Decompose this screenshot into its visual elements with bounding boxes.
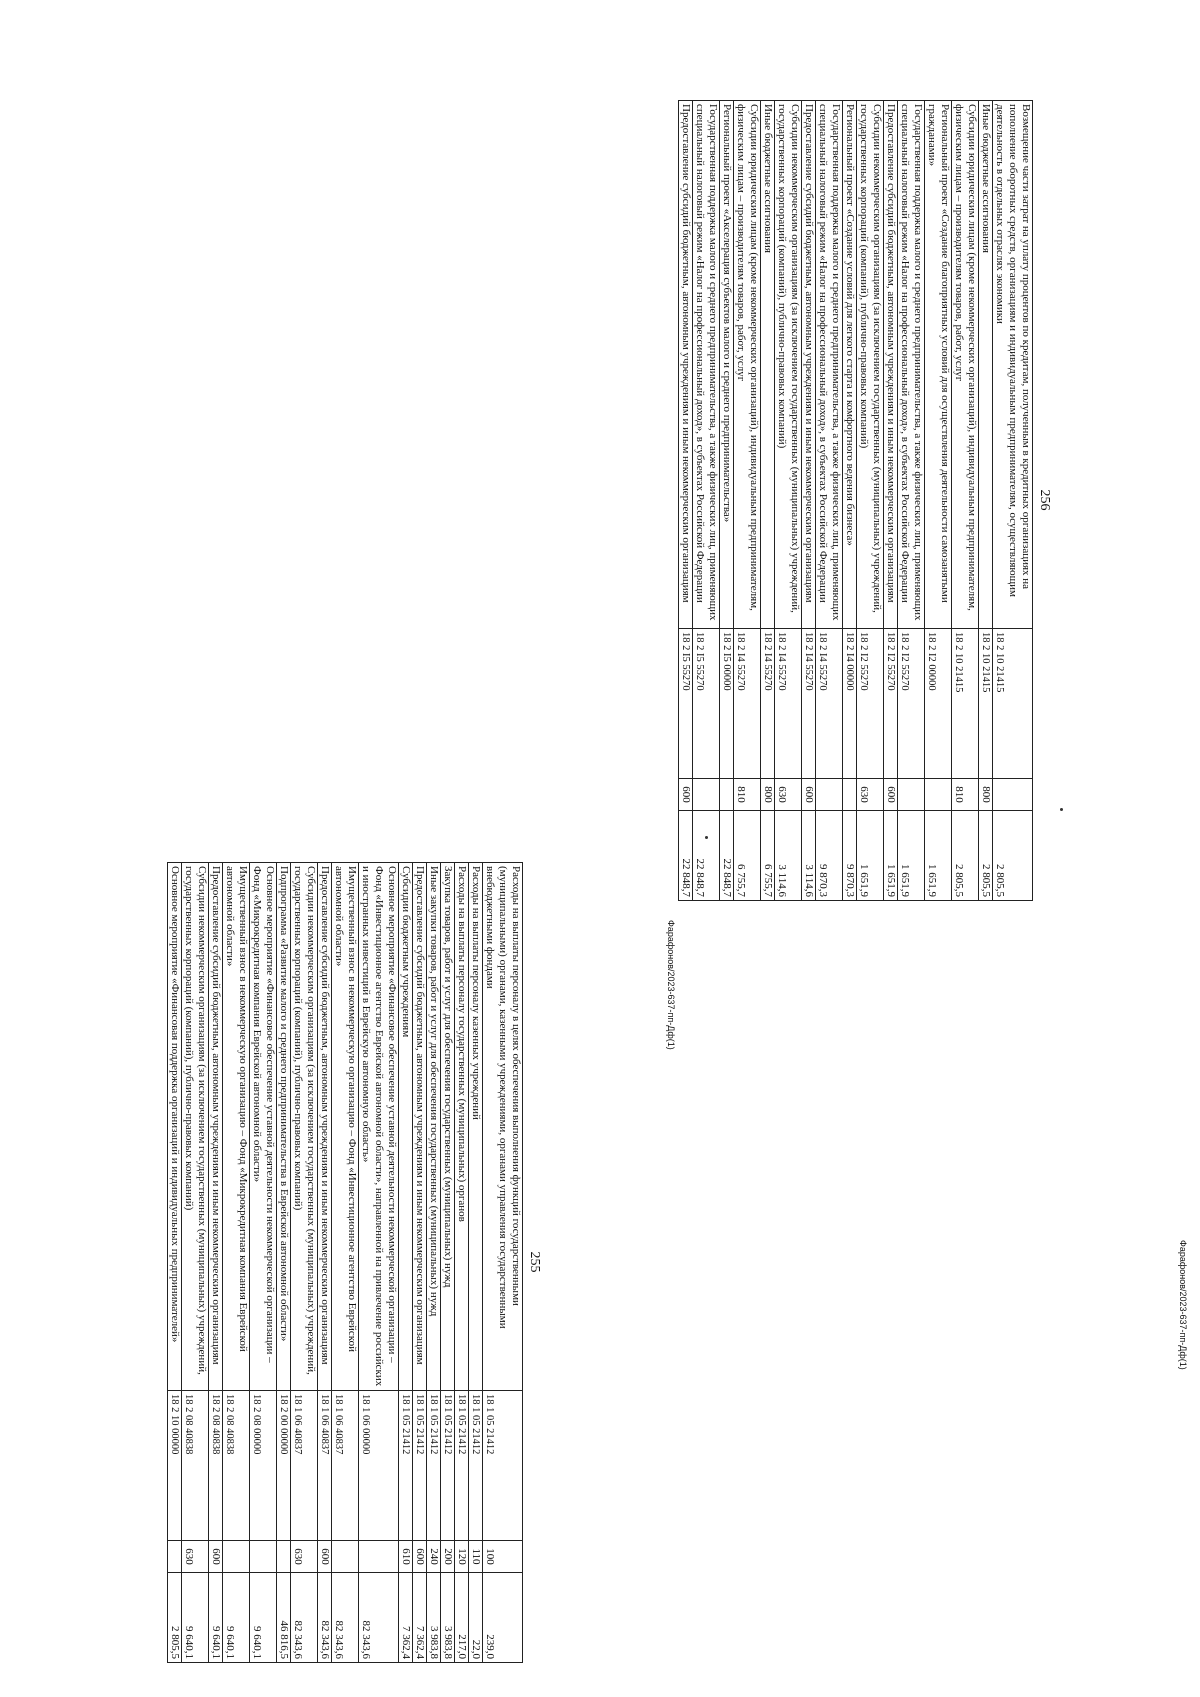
- row-code: 18 1 05 21412: [455, 1391, 469, 1541]
- row-expense-type: 110: [469, 1541, 483, 1573]
- row-name: Расходы на выплаты персоналу в целях обеспечения выполнения функций государственными (муниципальными) органами, казенными учреждениями, органами управления государственными внебюджетными фондами: [483, 863, 523, 1391]
- row-code: 18 1 05 21412: [441, 1391, 455, 1541]
- table-row: [359, 863, 399, 1663]
- row-amount: 9 640,1: [209, 1573, 223, 1663]
- row-code: 18 2 I2 55270: [898, 629, 925, 779]
- row-amount: 3 983,8: [427, 1573, 441, 1663]
- row-name: Государственная поддержка малого и среднего предпринимательства, а также физических лиц, применяющих специальный налоговый режим «Налог на профессиональный доход», в субъектах Российской Федерации: [898, 101, 925, 629]
- table-row: [979, 101, 993, 901]
- row-code: 18 2 I4 00000: [843, 629, 857, 779]
- table-row: [483, 863, 523, 1663]
- row-name: Государственная поддержка малого и среднего предпринимательства, а также физических лиц, применяющих специальный налоговый режим «Налог на профессиональный доход», в субъектах Российской Федерации: [816, 101, 843, 629]
- row-code: 18 2 10 21415: [979, 629, 993, 779]
- row-code: 18 2 00 00000: [277, 1391, 291, 1541]
- row-name: Региональный проект «Создание благоприятных условий для осуществления деятельности самозанятыми гражданами»: [925, 101, 952, 629]
- row-code: 18 2 I5 55270: [693, 629, 720, 779]
- row-name: Закупка товаров, работ и услуг для обеспечения государственных (муниципальных) нужд: [441, 863, 455, 1391]
- row-name: Субсидии некоммерческим организациям (за исключением государственных (муниципальных) учреждений, государственных корпораций (компаний), публично-правовых компаний): [775, 101, 802, 629]
- row-expense-type: [332, 1541, 359, 1573]
- row-expense-type: 810: [952, 779, 979, 811]
- table-row: [399, 863, 413, 1663]
- row-expense-type: [693, 779, 720, 811]
- table-row: [209, 863, 223, 1663]
- row-amount: 22,0: [469, 1573, 483, 1663]
- row-amount: 2 805,5: [979, 811, 993, 901]
- row-expense-type: 600: [802, 779, 816, 811]
- row-expense-type: 810: [734, 779, 761, 811]
- row-expense-type: [223, 1541, 250, 1573]
- page-256: [678, 100, 1055, 900]
- row-amount: 1 651,9: [925, 811, 952, 901]
- table-row: [761, 101, 775, 901]
- table-row: [318, 863, 332, 1663]
- row-code: 18 2 I2 55270: [884, 629, 898, 779]
- row-expense-type: [720, 779, 734, 811]
- row-expense-type: 600: [413, 1541, 427, 1573]
- table-row: [679, 101, 693, 901]
- page-number: 256: [1037, 489, 1052, 511]
- row-name: Предоставление субсидий бюджетным, автономным учреждениям и иным некоммерческим организациям: [679, 101, 693, 629]
- scan-speck: [705, 836, 708, 839]
- table-row: [857, 101, 884, 901]
- row-expense-type: 100: [483, 1541, 523, 1573]
- row-amount: 3 983,8: [441, 1573, 455, 1663]
- table-row: [441, 863, 455, 1663]
- row-amount: 239,0: [483, 1573, 523, 1663]
- row-expense-type: 630: [291, 1541, 318, 1573]
- row-expense-type: 610: [399, 1541, 413, 1573]
- table-row: [843, 101, 857, 901]
- table-row: [993, 101, 1033, 901]
- row-name: Предоставление субсидий бюджетным, автономным учреждениям и иным некоммерческим организациям: [318, 863, 332, 1391]
- row-code: 18 2 08 40838: [209, 1391, 223, 1541]
- row-name: Основное мероприятие «Финансовое обеспечение уставной деятельности некоммерческой организации – Фонд «Инвестиционное агентство Еврейской автономной области», направленной на привлечение российских и иностранных инвестиций в Еврейскую автономную область»: [359, 863, 399, 1391]
- row-amount: 2 805,5: [168, 1573, 182, 1663]
- budget-table: [678, 100, 1033, 901]
- row-name: Иные закупки товаров, работ и услуг для обеспечения государственных (муниципальных) нужд: [427, 863, 441, 1391]
- row-code: 18 1 05 21412: [413, 1391, 427, 1541]
- row-name: Субсидии бюджетным учреждениям: [399, 863, 413, 1391]
- row-code: 18 2 I5 00000: [720, 629, 734, 779]
- row-name: Региональный проект «Создание условий для легкого старта и комфортного ведения бизнеса»: [843, 101, 857, 629]
- row-expense-type: 600: [884, 779, 898, 811]
- row-amount: 2 805,5: [952, 811, 979, 901]
- table-row: [455, 863, 469, 1663]
- row-amount: 7 362,4: [413, 1573, 427, 1663]
- table-row: [734, 101, 761, 901]
- table-row: [898, 101, 925, 901]
- row-expense-type: 600: [209, 1541, 223, 1573]
- row-expense-type: [898, 779, 925, 811]
- table-row: [469, 863, 483, 1663]
- row-expense-type: 120: [455, 1541, 469, 1573]
- row-code: 18 2 I4 55270: [734, 629, 761, 779]
- row-name: Иные бюджетные ассигнования: [979, 101, 993, 629]
- row-name: Подпрограмма «Развитие малого и среднего предпринимательства в Еврейской автономной области»: [277, 863, 291, 1391]
- row-expense-type: [816, 779, 843, 811]
- row-amount: 9 870,3: [816, 811, 843, 901]
- row-code: 18 2 I2 00000: [925, 629, 952, 779]
- row-name: Основное мероприятие «Финансовое обеспечение уставной деятельности некоммерческой организации – Фонд «Микрокредитная компания Еврейской автономной области»: [250, 863, 277, 1391]
- row-expense-type: [925, 779, 952, 811]
- row-name: Предоставление субсидий бюджетным, автономным учреждениям и иным некоммерческим организациям: [884, 101, 898, 629]
- row-amount: 6 755,7: [734, 811, 761, 901]
- row-amount: 1 651,9: [884, 811, 898, 901]
- row-name: Иные бюджетные ассигнования: [761, 101, 775, 629]
- row-code: 18 2 10 21415: [952, 629, 979, 779]
- table-row: [816, 101, 843, 901]
- row-code: 18 1 06 40837: [318, 1391, 332, 1541]
- table-row: [952, 101, 979, 901]
- row-amount: 2 805,5: [993, 811, 1033, 901]
- row-expense-type: [843, 779, 857, 811]
- row-name: Расходы на выплаты персоналу казенных учреждений: [469, 863, 483, 1391]
- table-row: [884, 101, 898, 901]
- row-name: Субсидии некоммерческим организациям (за исключением государственных (муниципальных) учреждений, государственных корпораций (компаний), публично-правовых компаний): [291, 863, 318, 1391]
- table-row: [925, 101, 952, 901]
- row-name: Субсидии юридическим лицам (кроме некоммерческих организаций), индивидуальным предпринимателям, физическим лицам – производителям товаров, работ, услуг: [952, 101, 979, 629]
- row-expense-type: 240: [427, 1541, 441, 1573]
- row-name: Основное мероприятие «Финансовая поддержка организаций и индивидуальных предпринимателей»: [168, 863, 182, 1391]
- row-expense-type: [277, 1541, 291, 1573]
- row-name: Предоставление субсидий бюджетным, автономным учреждениям и иным некоммерческим организациям: [802, 101, 816, 629]
- row-amount: 82 343,6: [318, 1573, 332, 1663]
- page-number: 255: [527, 1251, 542, 1273]
- table-row: [413, 863, 427, 1663]
- row-amount: 9 640,1: [250, 1573, 277, 1663]
- row-name: Возмещение части затрат на уплату процентов по кредитам, полученным в кредитных организациях на пополнение оборотных средств, организациям и индивидуальным предпринимателям, осуществляющим деятельность в отдельных отраслях экономики: [993, 101, 1033, 629]
- row-amount: 3 114,6: [775, 811, 802, 901]
- row-expense-type: 800: [761, 779, 775, 811]
- row-code: 18 2 08 40838: [223, 1391, 250, 1541]
- table-row: [291, 863, 318, 1663]
- row-code: 18 1 05 21412: [399, 1391, 413, 1541]
- table-row: [693, 101, 720, 901]
- table-row: [250, 863, 277, 1663]
- row-amount: 9 640,1: [223, 1573, 250, 1663]
- row-amount: 217,0: [455, 1573, 469, 1663]
- row-amount: 9 870,3: [843, 811, 857, 901]
- row-code: 18 2 I4 55270: [761, 629, 775, 779]
- row-code: 18 1 05 21412: [469, 1391, 483, 1541]
- row-name: Государственная поддержка малого и среднего предпринимательства, а также физических лиц, применяющих специальный налоговый режим «Налог на профессиональный доход», в субъектах Российской Федерации: [693, 101, 720, 629]
- table-row: [802, 101, 816, 901]
- row-expense-type: 800: [979, 779, 993, 811]
- row-code: 18 2 08 40838: [182, 1391, 209, 1541]
- row-expense-type: 630: [857, 779, 884, 811]
- row-amount: 6 755,7: [761, 811, 775, 901]
- row-name: Региональный проект «Акселерация субъектов малого и среднего предпринимательства»: [720, 101, 734, 629]
- row-code: 18 2 I4 55270: [802, 629, 816, 779]
- table-row: [720, 101, 734, 901]
- table-row: [168, 863, 182, 1663]
- scan-speck: [1060, 808, 1063, 811]
- table-row: [182, 863, 209, 1663]
- row-amount: 22 848,7: [720, 811, 734, 901]
- row-name: Субсидии юридическим лицам (кроме некоммерческих организаций), индивидуальным предпринимателям, физическим лицам – производителям товаров, работ, услуг: [734, 101, 761, 629]
- table-row: [427, 863, 441, 1663]
- row-code: 18 1 05 21412: [483, 1391, 523, 1541]
- row-amount: 1 651,9: [857, 811, 884, 901]
- row-amount: 82 343,6: [359, 1573, 399, 1663]
- row-name: Субсидии некоммерческим организациям (за исключением государственных (муниципальных) учреждений, государственных корпораций (компаний), публично-правовых компаний): [857, 101, 884, 629]
- row-amount: 82 343,6: [332, 1573, 359, 1663]
- row-amount: 1 651,9: [898, 811, 925, 901]
- table-row: [332, 863, 359, 1663]
- row-code: 18 2 I5 55270: [679, 629, 693, 779]
- row-expense-type: 600: [679, 779, 693, 811]
- row-expense-type: 600: [318, 1541, 332, 1573]
- row-code: 18 1 06 40837: [332, 1391, 359, 1541]
- row-code: 18 1 05 21412: [427, 1391, 441, 1541]
- row-expense-type: [359, 1541, 399, 1573]
- row-name: Имущественный взнос в некоммерческую организацию – Фонд «Инвестиционное агентство Еврейской автономной области»: [332, 863, 359, 1391]
- row-name: Предоставление субсидий бюджетным, автономным учреждениям и иным некоммерческим организациям: [413, 863, 427, 1391]
- row-amount: 9 640,1: [182, 1573, 209, 1663]
- row-code: 18 2 I2 55270: [857, 629, 884, 779]
- row-code: 18 2 10 21415: [993, 629, 1033, 779]
- row-amount: 22 848,7: [679, 811, 693, 901]
- page-footer: Фарафонов/2023-637-пп-Дф(1): [666, 920, 676, 1050]
- row-name: Имущественный взнос в некоммерческую организацию – Фонд «Микрокредитная компания Еврейской автономной области»: [223, 863, 250, 1391]
- row-expense-type: 200: [441, 1541, 455, 1573]
- row-name: Субсидии некоммерческим организациям (за исключением государственных (муниципальных) учреждений, государственных корпораций (компаний), публично-правовых компаний): [182, 863, 209, 1391]
- row-expense-type: [993, 779, 1033, 811]
- row-name: Расходы на выплаты персоналу государственных (муниципальных) органов: [455, 863, 469, 1391]
- row-expense-type: [168, 1541, 182, 1573]
- row-amount: 22 848,7: [693, 811, 720, 901]
- row-code: 18 2 I4 55270: [775, 629, 802, 779]
- row-expense-type: 630: [775, 779, 802, 811]
- row-amount: 82 343,6: [291, 1573, 318, 1663]
- row-amount: 7 362,4: [399, 1573, 413, 1663]
- row-expense-type: 630: [182, 1541, 209, 1573]
- row-code: 18 2 I4 55270: [816, 629, 843, 779]
- page-footer: Фарафонов/2023-637-пп-Дф(1): [1178, 1240, 1188, 1370]
- table-row: [223, 863, 250, 1663]
- budget-table: [167, 862, 523, 1663]
- row-code: 18 2 10 00000: [168, 1391, 182, 1541]
- table-row: [775, 101, 802, 901]
- row-code: 18 2 08 00000: [250, 1391, 277, 1541]
- row-code: 18 1 06 00000: [359, 1391, 399, 1541]
- row-amount: 3 114,6: [802, 811, 816, 901]
- row-code: 18 1 06 40837: [291, 1391, 318, 1541]
- page-255: [167, 862, 545, 1662]
- row-name: Предоставление субсидий бюджетным, автономным учреждениям и иным некоммерческим организациям: [209, 863, 223, 1391]
- row-amount: 46 816,5: [277, 1573, 291, 1663]
- row-expense-type: [250, 1541, 277, 1573]
- table-row: [277, 863, 291, 1663]
